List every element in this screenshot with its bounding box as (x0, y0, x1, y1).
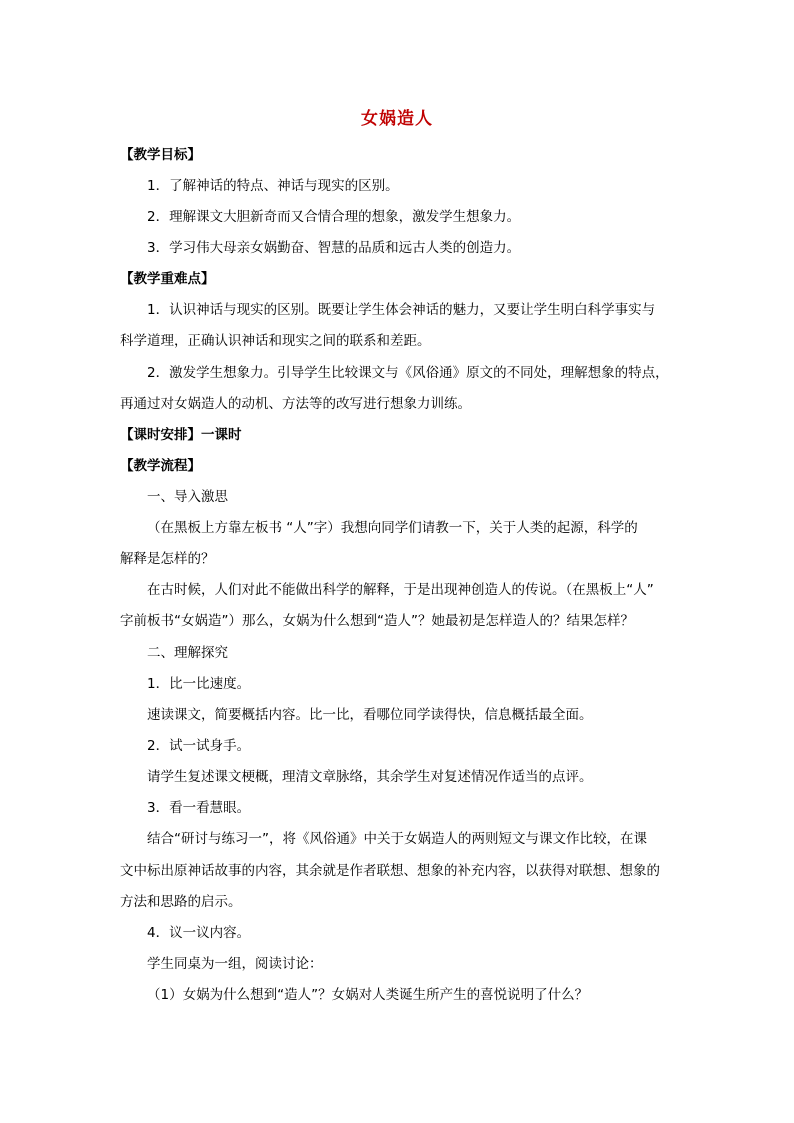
paragraph-line: 速读课文，简要概括内容。比一比，看哪位同学读得快，信息概括最全面。 (147, 707, 593, 723)
paragraph-line: 请学生复述课文梗概，理清文章脉络，其余学生对复述情况作适当的点评。 (147, 769, 593, 785)
paragraph-line: 文中标出原神话故事的内容，其余就是作者联想、想象的补充内容，以获得对联想、想象的 (120, 863, 660, 879)
heading-teaching-goals: 【教学目标】 (120, 147, 201, 163)
paragraph-line: 在古时候，人们对此不能做出科学的解释，于是出现神创造人的传说。（在黑板上“人” (147, 582, 654, 598)
section-1-heading: 一、导入激思 (147, 489, 228, 505)
key-point-1-line-1: 1．认识神话与现实的区别。既要让学生体会神话的魅力，又要让学生明白科学事实与 (147, 302, 656, 318)
goal-item-3: 3．学习伟大母亲女娲勤奋、智慧的品质和远古人类的创造力。 (147, 240, 521, 256)
section-2-heading: 二、理解探究 (147, 645, 228, 661)
paragraph-line: 方法和思路的启示。 (120, 894, 242, 910)
paragraph-line: 学生同桌为一组，阅读讨论： (147, 956, 323, 972)
heading-teaching-process: 【教学流程】 (120, 458, 201, 474)
paragraph-line: 解释是怎样的？ (120, 551, 215, 567)
step-2-heading: 2．试一试身手。 (147, 738, 251, 754)
key-point-2-line-2: 再通过对女娲造人的动机、方法等的改写进行想象力训练。 (120, 396, 471, 412)
goal-item-2: 2．理解课文大胆新奇而又合情合理的想象，激发学生想象力。 (147, 209, 521, 225)
paragraph-line: 结合“研讨与练习一”，将《风俗通》中关于女娲造人的两则短文与课文作比较，在课 (147, 831, 647, 847)
paragraph-line: （在黑板上方靠左板书 “人”字）我想向同学们请教一下，关于人类的起源，科学的 (147, 520, 638, 536)
page-title: 女娲造人 (361, 109, 433, 129)
heading-key-points: 【教学重难点】 (120, 271, 215, 287)
discussion-question-1: （1）女娲为什么想到“造人”？女娲对人类诞生所产生的喜悦说明了什么？ (147, 987, 589, 1003)
class-schedule-text: 【课时安排】一课时 (120, 427, 242, 443)
step-1-heading: 1．比一比速度。 (147, 676, 251, 692)
class-schedule (120, 425, 680, 445)
step-4-heading: 4．议一议内容。 (147, 925, 251, 941)
key-point-1-line-2: 科学道理，正确认识神话和现实之间的联系和差距。 (120, 333, 431, 349)
step-3-heading: 3．看一看慧眼。 (147, 800, 251, 816)
key-point-2-line-1: 2．激发学生想象力。引导学生比较课文与《风俗通》原文的不同处，理解想象的特点， (147, 365, 669, 381)
paragraph-line: 字前板书“女娲造”）那么，女娲为什么想到“造人”？她最初是怎样造人的？结果怎样？ (120, 613, 634, 629)
goal-item-1: 1．了解神话的特点、神话与现实的区别。 (147, 178, 399, 194)
